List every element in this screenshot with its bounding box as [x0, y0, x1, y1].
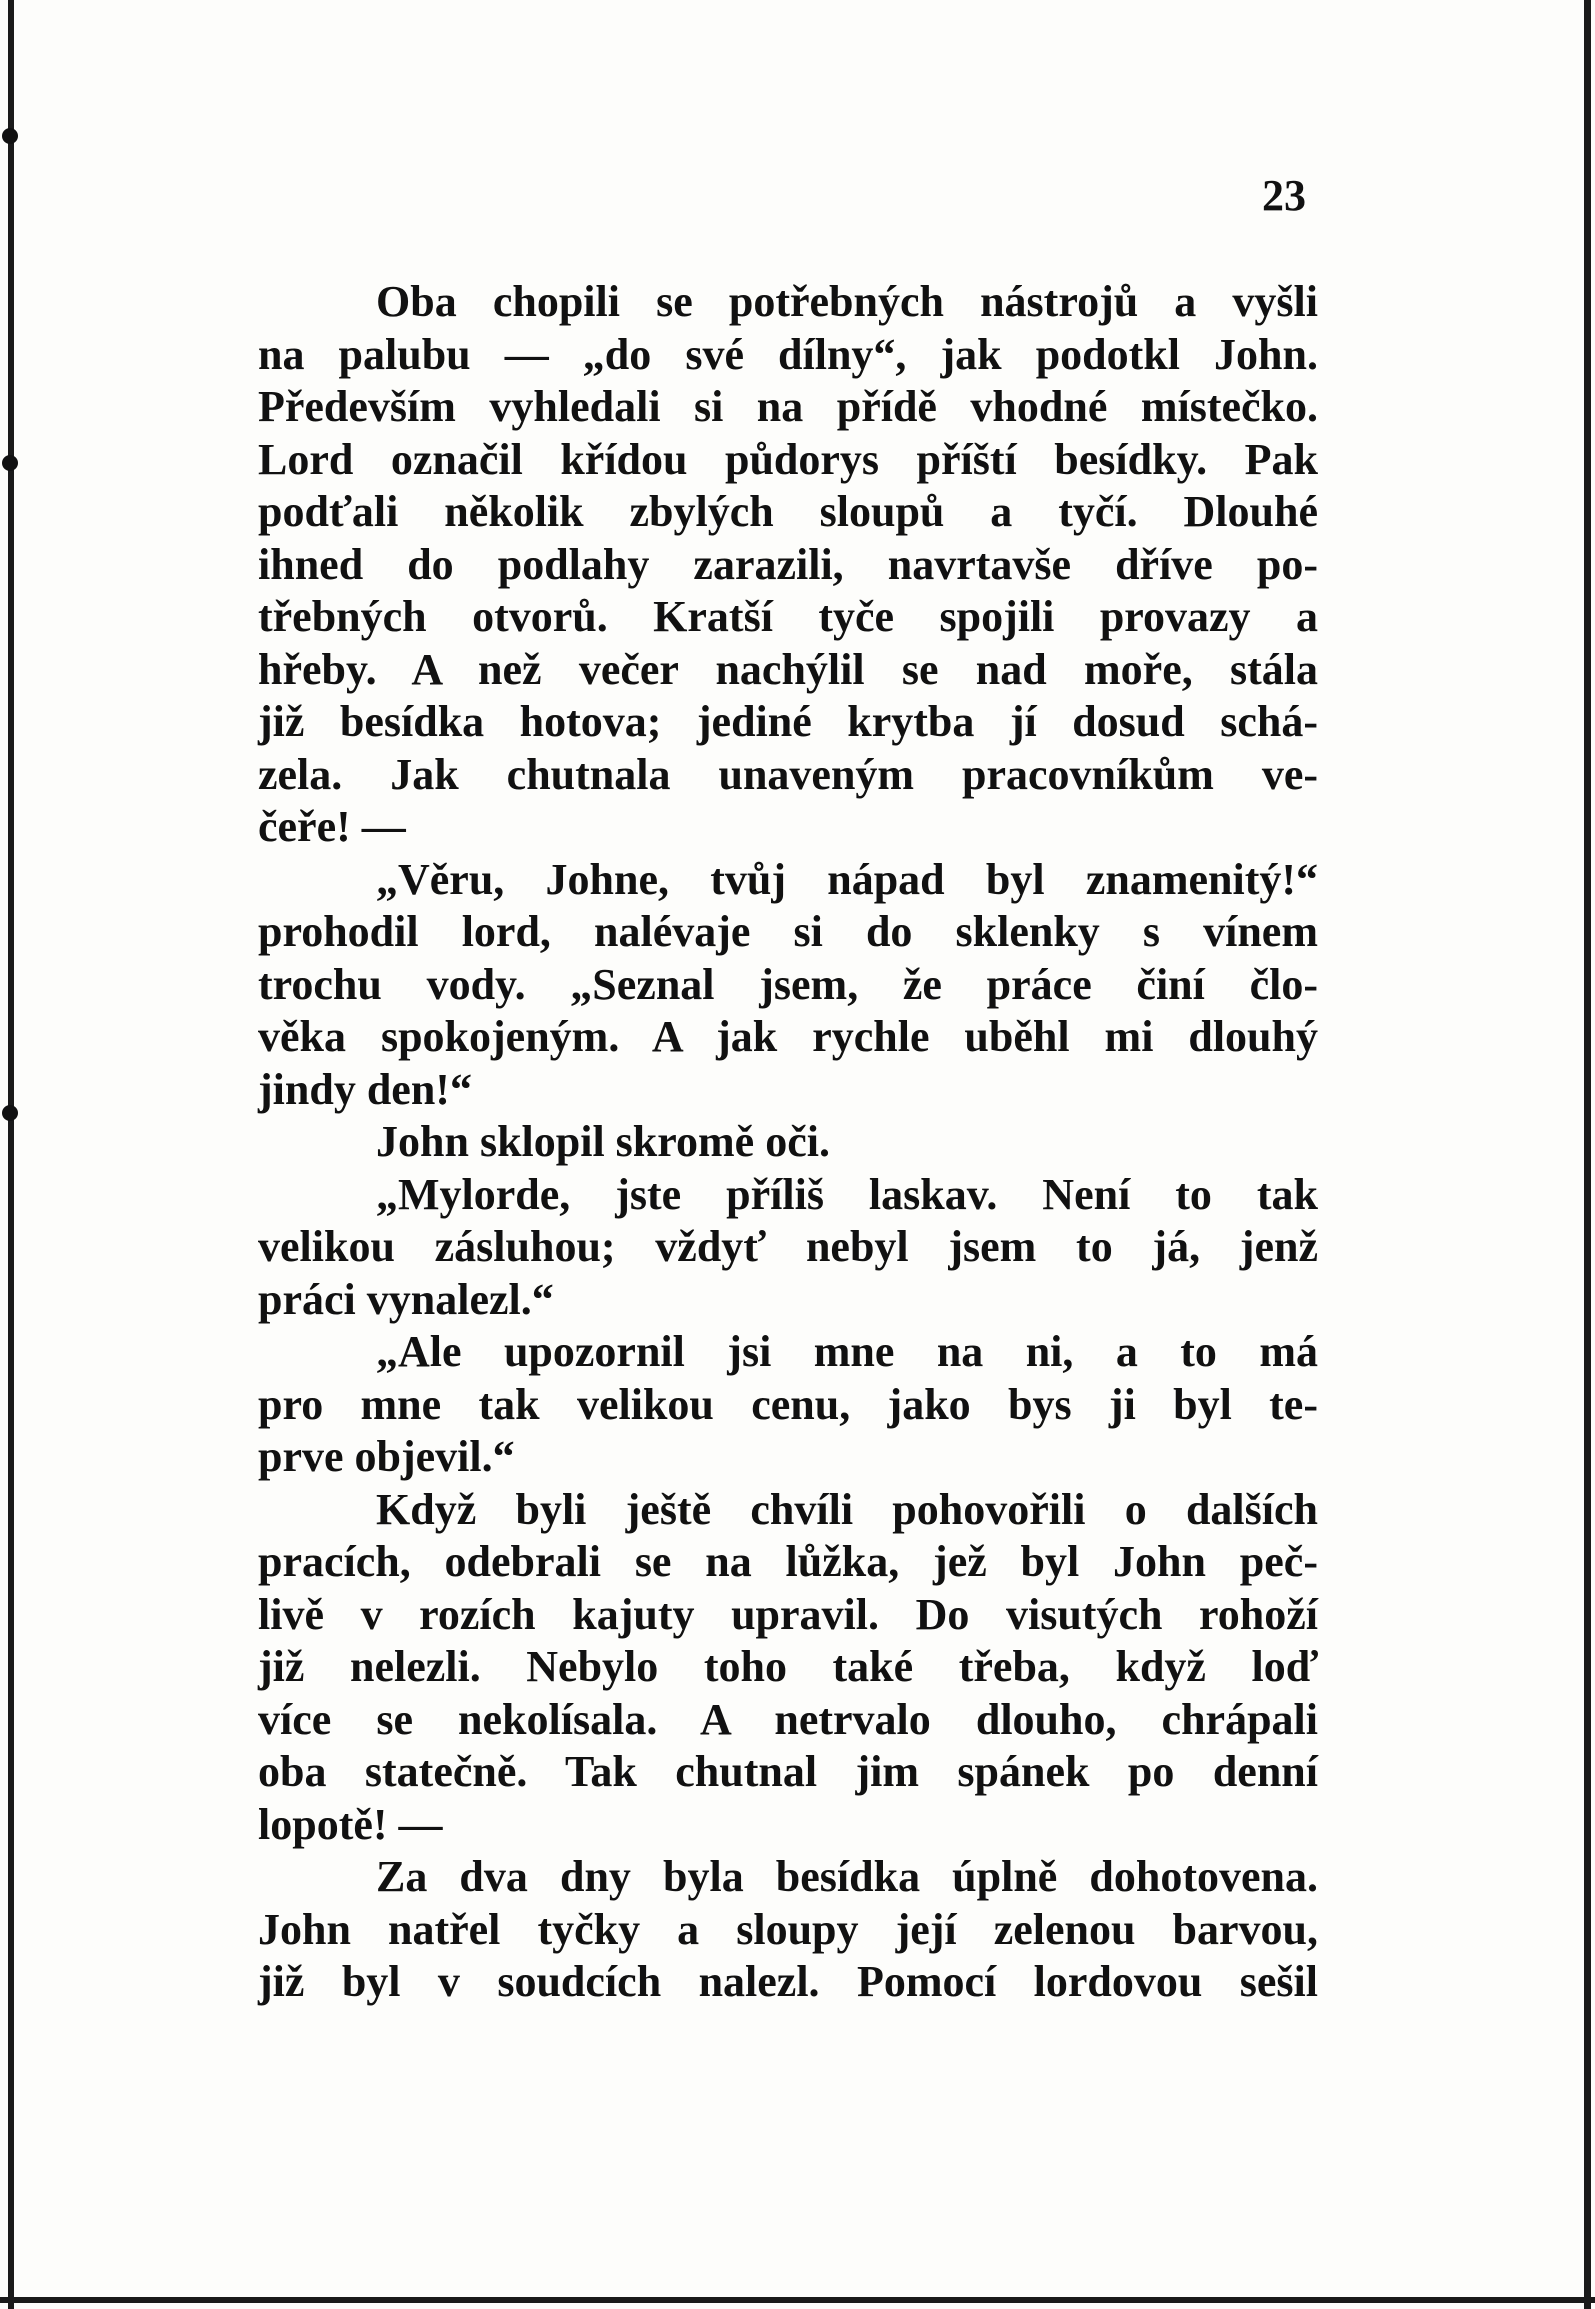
binding-mark [2, 128, 18, 144]
text-line: třebných otvorů. Kratší tyče spojili provazy a [258, 592, 1318, 641]
text-line: hřeby. A než večer nachýlil se nad moře, stála [258, 644, 1318, 694]
text-line: Když byli ještě chvíli pohovořili o dalších [376, 1484, 1318, 1534]
text-line: čeře! — [258, 802, 406, 851]
binding-mark [2, 455, 18, 471]
text-line: prve objevil.“ [258, 1432, 515, 1481]
scan-border-right [1584, 0, 1591, 2309]
text-line: Lord označil křídou půdorys příští besídky. Pak [258, 434, 1318, 484]
text-line: ihned do podlahy zarazili, navrtavše dříve po- [258, 539, 1318, 589]
text-line: „Mylorde, jste příliš laskav. Není to tak [376, 1169, 1318, 1219]
text-line: zela. Jak chutnala unaveným pracovníkům ve- [258, 749, 1318, 799]
scan-border-bottom [0, 2297, 1595, 2303]
page-number: 23 [1262, 171, 1306, 220]
text-line: již byl v soudcích nalezl. Pomocí lordovou sešil [258, 1957, 1318, 2006]
text-line: lopotě! — [258, 1799, 443, 1849]
text-line: John natřel tyčky a sloupy její zelenou barvou, [258, 1904, 1318, 1954]
body-text [258, 276, 1318, 2009]
text-line: pracích, odebrali se na lůžka, jež byl John peč- [258, 1537, 1318, 1586]
text-line: podťali několik zbylých sloupů a tyčí. Dlouhé [258, 487, 1318, 536]
text-line: věka spokojeným. A jak rychle uběhl mi dlouhý [258, 1012, 1318, 1061]
text-line: práci vynalezl.“ [258, 1274, 554, 1324]
scan-border-left [8, 0, 14, 2309]
text-line: trochu vody. „Seznal jsem, že práce činí člo- [258, 959, 1318, 1009]
text-line: prohodil lord, nalévaje si do sklenky s vínem [258, 907, 1318, 956]
text-line: na palubu — „do své dílny“, jak podotkl John. [258, 329, 1318, 379]
text-line: Oba chopili se potřebných nástrojů a vyšli [376, 277, 1318, 326]
text-line: „Věru, Johne, tvůj nápad byl znamenitý!“ [376, 854, 1318, 904]
text-line: již nelezli. Nebylo toho také třeba, když loď [258, 1642, 1318, 1691]
text-line: velikou zásluhou; vždyť nebyl jsem to já, jenž [258, 1222, 1318, 1271]
binding-mark [2, 1105, 18, 1121]
text-line: jindy den!“ [258, 1064, 472, 1114]
text-line: „Ale upozornil jsi mne na ni, a to má [376, 1327, 1318, 1376]
text-line: oba statečně. Tak chutnal jim spánek po denní [258, 1747, 1318, 1796]
text-line: již besídka hotova; jediné krytba jí dosud schá- [258, 697, 1318, 746]
text-line: více se nekolísala. A netrvalo dlouho, chrápali [258, 1694, 1318, 1744]
text-line: John sklopil skromě oči. [376, 1117, 830, 1166]
text-line: Za dva dny byla besídka úplně dohotovena. [376, 1852, 1318, 1901]
text-line: pro mne tak velikou cenu, jako bys ji byl te- [258, 1379, 1318, 1429]
text-line: livě v rozích kajuty upravil. Do visutých rohoží [258, 1589, 1318, 1639]
text-line: Především vyhledali si na přídě vhodné místečko. [258, 382, 1318, 431]
